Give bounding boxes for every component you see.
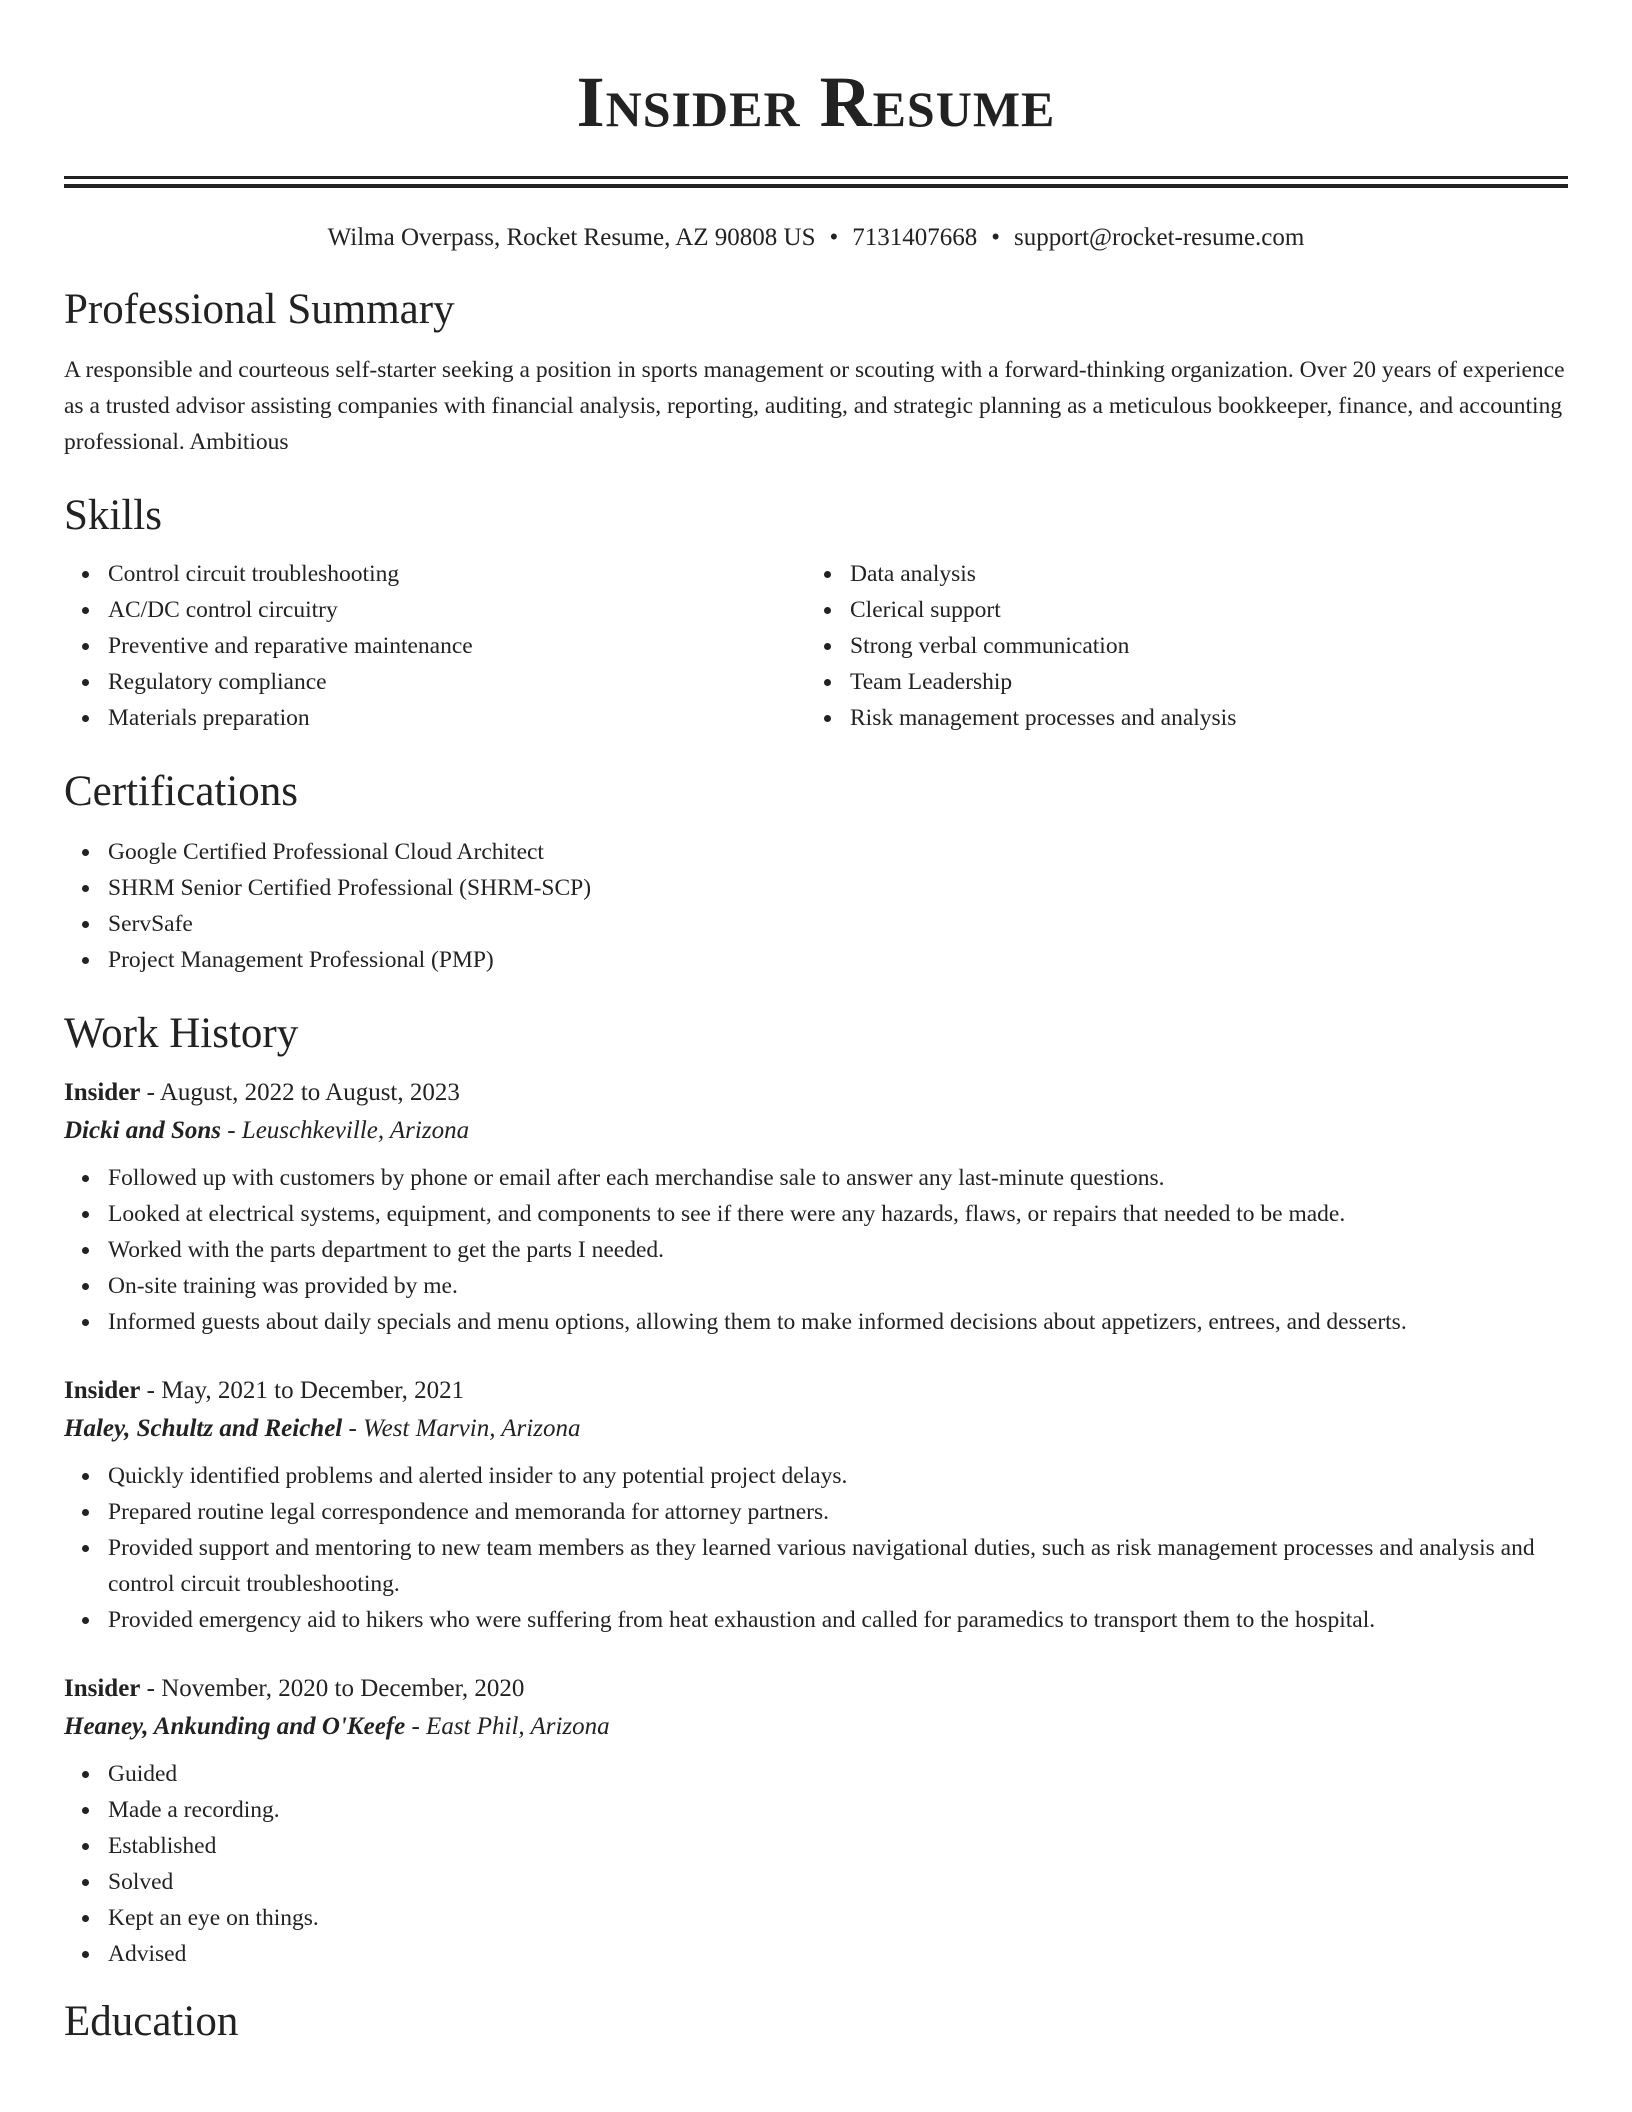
skills-columns [64,556,1568,736]
job-duty: Provided emergency aid to hikers who were suffering from heat exhaustion and called for paramedics to transport them to the hospital. [64,1602,1568,1638]
skill-item: Team Leadership [806,664,1548,700]
job-duty: Looked at electrical systems, equipment, and components to see if there were any hazards, flaws, or repairs that needed to be made. [64,1196,1568,1232]
job-duty: Followed up with customers by phone or email after each merchandise sale to answer any last-minute questions. [64,1160,1568,1196]
certification-item: ServSafe [64,906,1568,942]
job-duties-list [64,1160,1568,1340]
job-duty: On-site training was provided by me. [64,1268,1568,1304]
certifications-list [64,834,1568,978]
skill-item: Control circuit troubleshooting [64,556,806,592]
skill-item: Clerical support [806,592,1548,628]
company-name: Heaney, Ankunding and O'Keefe [64,1713,406,1740]
certification-item: SHRM Senior Certified Professional (SHRM-SCP) [64,870,1568,906]
skill-item: Preventive and reparative maintenance [64,628,806,664]
job-duty: Advised [64,1936,1568,1972]
job-duties-list [64,1756,1568,1972]
job-duties-list [64,1458,1568,1638]
job-dates: - August, 2022 to August, 2023 [140,1079,460,1106]
job-title: Insider [64,1377,141,1404]
job-title-line [64,1074,1568,1112]
skill-item: Strong verbal communication [806,628,1548,664]
company-line [64,1708,1568,1746]
skill-item: Regulatory compliance [64,664,806,700]
job-duty: Provided support and mentoring to new team members as they learned various navigational duties, such as risk management processes and analysis and control circuit troubleshooting. [64,1530,1568,1602]
summary-section [64,282,1568,460]
job-dates: - May, 2021 to December, 2021 [140,1377,465,1404]
education-section [64,1994,1568,2050]
job-duty: Worked with the parts department to get the parts I needed. [64,1232,1568,1268]
skills-left-list [64,556,806,736]
skill-item: Risk management processes and analysis [806,700,1548,736]
contact-email: support@rocket-resume.com [1014,224,1305,251]
skill-item: AC/DC control circuitry [64,592,806,628]
job-entry [64,1074,1568,1340]
company-location: - East Phil, Arizona [405,1713,610,1740]
education-heading: Education [64,1998,239,2045]
summary-text: A responsible and courteous self-starter seeking a position in sports management or scouting with a forward-thinking organization. Over 20 years of experience as a trusted advisor assisting companies with financial analysis, reporting, auditing, and strategic planning as a meticulous bookkeeper, finance, and accounting professional. Ambitious [64,357,1565,455]
contact-line [64,220,1568,256]
job-duty: Prepared routine legal correspondence and memoranda for attorney partners. [64,1494,1568,1530]
company-line [64,1112,1568,1150]
skill-item: Data analysis [806,556,1548,592]
contact-separator: • [829,224,839,251]
company-name: Haley, Schultz and Reichel [64,1415,343,1442]
resume-title: Insider Resume [576,62,1056,142]
job-duty: Kept an eye on things. [64,1900,1568,1936]
certification-item: Project Management Professional (PMP) [64,942,1568,978]
skill-item: Materials preparation [64,700,806,736]
job-entry [64,1372,1568,1638]
job-title-line [64,1372,1568,1410]
job-duty: Guided [64,1756,1568,1792]
contact-phone: 7131407668 [852,224,978,251]
summary-heading: Professional Summary [64,286,455,333]
company-name: Dicki and Sons [64,1117,221,1144]
job-duty: Made a recording. [64,1792,1568,1828]
job-duty: Informed guests about daily specials and menu options, allowing them to make informed decisions about appetizers, entrees, and desserts. [64,1304,1568,1340]
certifications-section [64,764,1568,978]
job-title-line [64,1670,1568,1708]
company-line [64,1410,1568,1448]
job-duty: Solved [64,1864,1568,1900]
job-dates: - November, 2020 to December, 2020 [140,1675,525,1702]
certifications-heading: Certifications [64,768,299,815]
skills-section [64,488,1568,736]
skills-heading: Skills [64,492,162,539]
company-location: - West Marvin, Arizona [342,1415,581,1442]
job-duty: Quickly identified problems and alerted insider to any potential project delays. [64,1458,1568,1494]
job-duty: Established [64,1828,1568,1864]
certification-item: Google Certified Professional Cloud Architect [64,834,1568,870]
skills-right-list [806,556,1548,736]
title-double-rule [64,176,1568,188]
job-entry [64,1670,1568,1972]
work-history-section [64,1006,1568,1972]
contact-separator: • [991,224,1001,251]
company-location: - Leuschkeville, Arizona [220,1117,470,1144]
work-history-heading: Work History [64,1010,299,1057]
contact-address: Wilma Overpass, Rocket Resume, AZ 90808 US [327,224,816,251]
job-title: Insider [64,1079,141,1106]
job-title: Insider [64,1675,141,1702]
